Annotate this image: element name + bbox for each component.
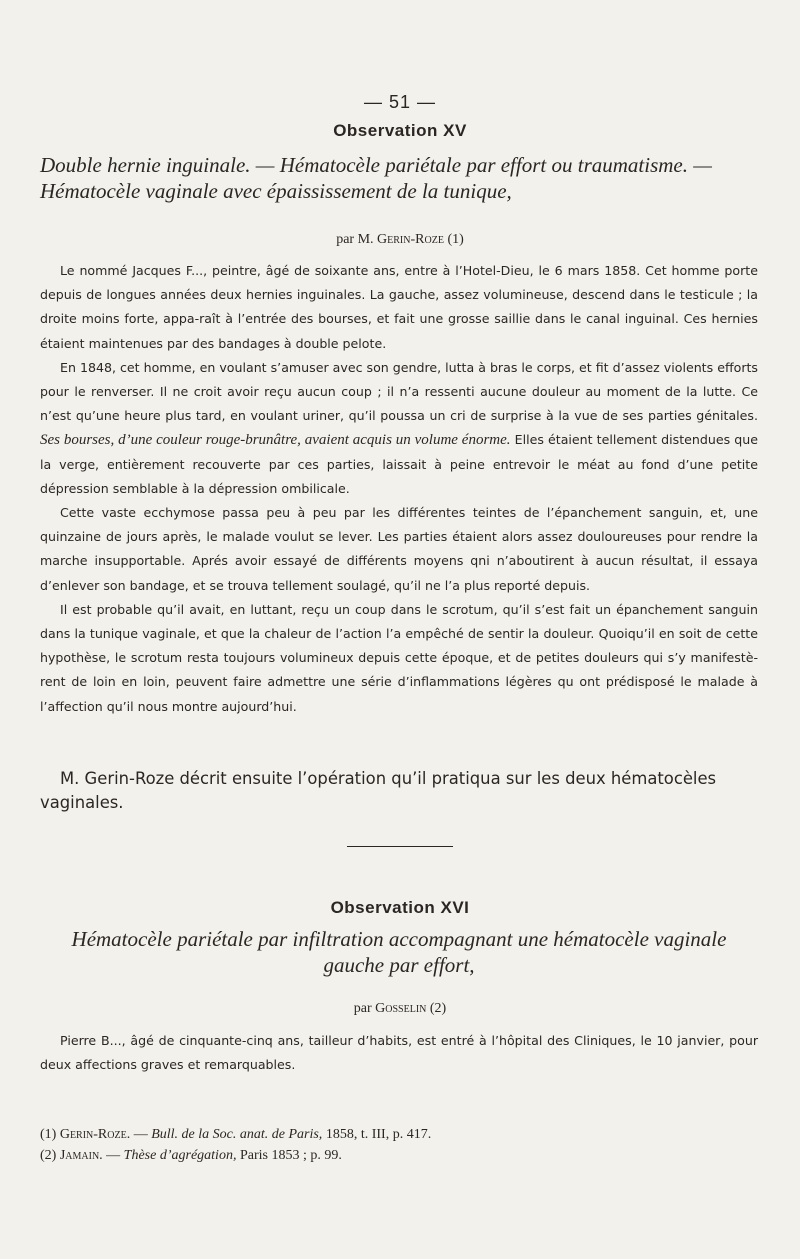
observation-16-byline	[0, 1001, 800, 1017]
byline-author: Gerin-Roze	[377, 232, 444, 247]
observation-16-title: Hématocèle pariétale par infiltration accompagnant une hématocèle vaginale gauche par effort,	[71, 927, 727, 977]
footnote-1	[40, 1124, 758, 1145]
observation-15-summary	[40, 767, 758, 815]
observation-15-body	[40, 259, 758, 719]
footnote-number: (1)	[40, 1127, 57, 1142]
footnote-reference: 1858, t. III, p. 417.	[325, 1127, 432, 1142]
observation-15-byline	[0, 232, 800, 248]
footnote-author: Gerin-Roze.	[59, 1127, 131, 1142]
observation-16-body	[40, 1029, 758, 1077]
byline-footnote-ref: (2)	[429, 1001, 447, 1016]
footnotes	[40, 1124, 758, 1166]
byline-footnote-ref: (1)	[447, 232, 464, 247]
footnote-number: (2)	[40, 1148, 57, 1163]
observation-16-heading: Observation XVI	[330, 898, 470, 917]
byline-prefix: par M.	[336, 232, 374, 247]
footnote-dash: —	[106, 1148, 121, 1163]
section-divider	[347, 846, 453, 847]
byline-author: Gosselin	[375, 1001, 427, 1016]
footnote-source: Thèse d’agrégation,	[123, 1148, 237, 1163]
paragraph-italic-text: Ses bourses, d’une couleur rouge-brunâtre, avaient acquis un volume énorme.	[40, 432, 511, 449]
summary-text: M. Gerin-Roze décrit ensuite l’opération qu’il pratiqua sur les deux hématocèles vaginales.	[40, 769, 717, 812]
footnote-2	[40, 1145, 758, 1166]
paragraph-text: Elles étaient tellement distendues que la verge, entièrement recouverte par ces parties, laissait à peine entrevoir le méat au fond d’une petite dépression semblable à la dépression ombilicale.	[40, 432, 758, 496]
observation-15-heading: Observation XV	[333, 121, 467, 140]
paragraph: Le nommé Jacques F..., peintre, âgé de soixante ans, entre à l’Hotel-Dieu, le 6 mars 1858. Cet homme porte depuis de longues années deux hernies inguinales. La gauche, assez volumineuse, descend dans le testicule ; la droite moins forte, appa-raît à l’entrée des bourses, et fait une grosse saillie dans le canal inguinal. Ces hernies étaient maintenues par des bandages à double pelote.	[40, 263, 758, 351]
footnote-reference: Paris 1853 ; p. 99.	[239, 1148, 342, 1163]
paragraph: Il est probable qu’il avait, en luttant, reçu un coup dans le scrotum, qu’il s’est fait un épanchement sanguin dans la tunique vaginale, et que la chaleur de l’action l’a empêché de sentir la douleur. Quoiqu’il en soit de cette hypothèse, le scrotum resta toujours volumineux depuis cette époque, et de petites douleurs qui s’y manifestè-rent de loin en loin, peuvent faire admettre une série d’inflammations légères qu ont prédisposé le malade à l’affection qu’il nous montre aujourd’hui.	[40, 601, 758, 714]
paragraph: Cette vaste ecchymose passa peu à peu par les différentes teintes de l’épanchement sanguin, et, une quinzaine de jours après, le malade voulut se lever. Les parties étaient alors assez douloureuses pour rendre la marche insupportable. Aprés avoir essayé de différents moyens qni n’aboutirent à aucun résultat, il essaya d’enlever son bandage, et se trouva tellement soulagé, qu’il ne l’a plus reporté depuis.	[40, 505, 758, 593]
observation-15-title: Double hernie inguinale. — Hématocèle pariétale par effort ou traumatisme. — Hématocèle vaginale avec épaississement de la tunique,	[40, 153, 712, 203]
footnote-author: Jamain.	[59, 1148, 103, 1163]
page-number: — 51 —	[363, 92, 437, 112]
footnote-source: Bull. de la Soc. anat. de Paris,	[151, 1127, 323, 1142]
footnote-dash: —	[133, 1127, 148, 1142]
paragraph	[40, 356, 758, 501]
byline-prefix: par	[353, 1001, 372, 1016]
paragraph: Pierre B..., âgé de cinquante-cinq ans, tailleur d’habits, est entré à l’hôpital des Cliniques, le 10 janvier, pour deux affections graves et remarquables.	[40, 1033, 758, 1073]
paragraph-text: En 1848, cet homme, en voulant s’amuser avec son gendre, lutta à bras le corps, et fit d’assez violents efforts pour le renverser. Il ne croit avoir reçu aucun coup ; il n’a ressenti aucune douleur au moment de la lutte. Ce n’est qu’une heure plus tard, en voulant uriner, qu’il poussa un cri de surprise à la vue de ses parties génitales.	[40, 359, 758, 424]
